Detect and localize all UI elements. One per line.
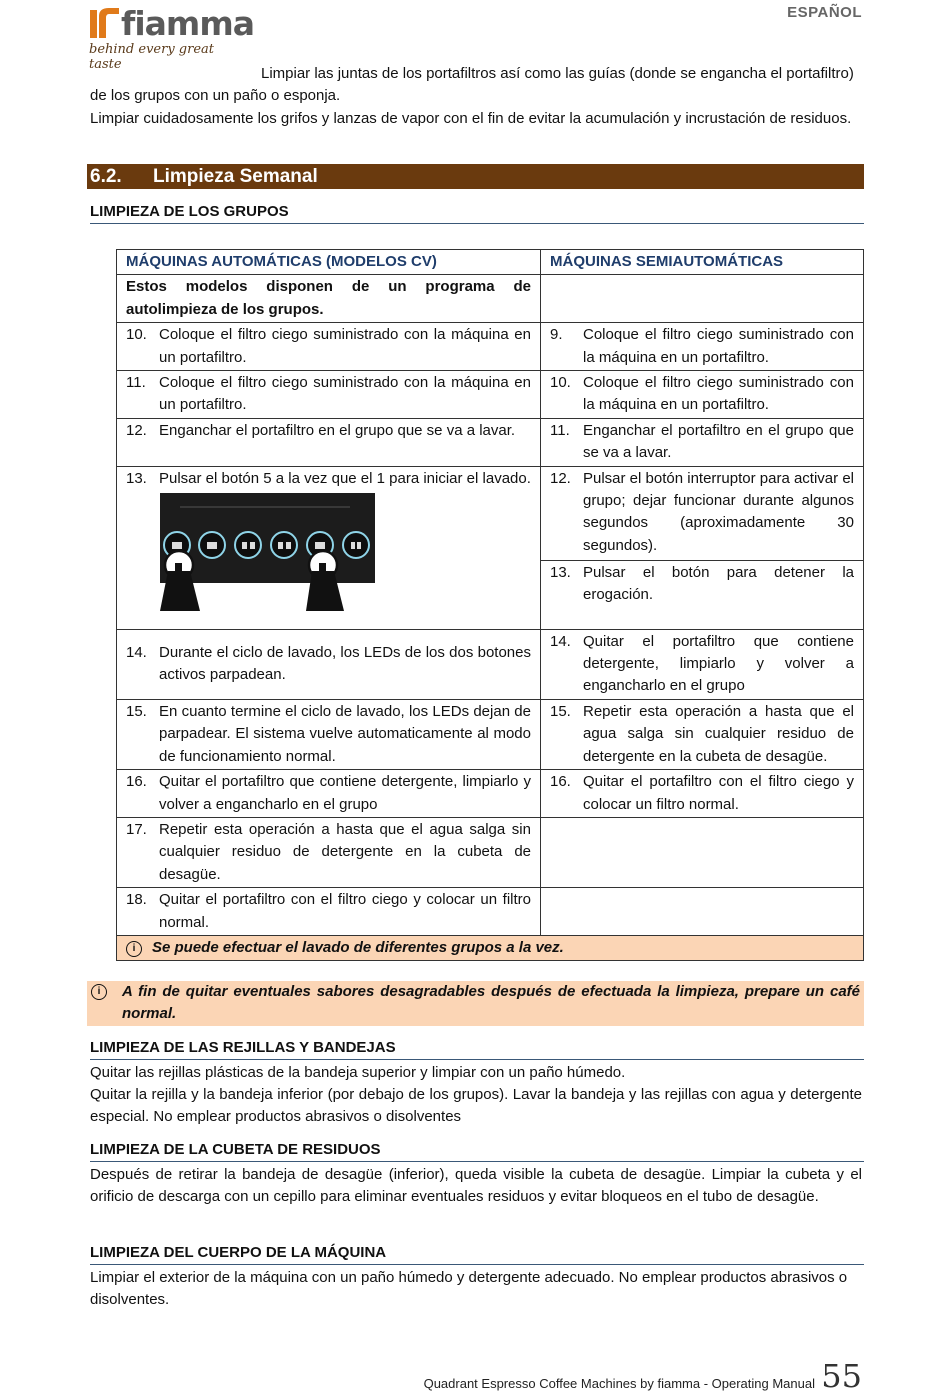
info-icon: i (126, 941, 142, 957)
body-heading: LIMPIEZA DEL CUERPO DE LA MÁQUINA (90, 1244, 864, 1265)
footer-text: Quadrant Espresso Coffee Machines by fiamma - Operating Manual (423, 1376, 815, 1391)
page-number: 55 (821, 1357, 862, 1395)
auto-step: 15. En cuanto termine el ciclo de lavado, los LEDs dejan de parpadear. El sistema vuelve automaticamente al modo de funcionamiento normal. (117, 699, 541, 769)
intro-line-1: Limpiar las juntas de los portafiltros así como las guías (donde se engancha el portafiltro) de los grupos con un paño o esponja. (90, 65, 854, 105)
semi-step: 10. Coloque el filtro ciego suministrado con la máquina en un portafiltro. (541, 371, 864, 419)
auto-step: 17. Repetir esta operación a hasta que el agua salga sin cualquier residuo de detergente en la cubeta de desagüe. (117, 817, 541, 887)
col-automatic-header: MÁQUINAS AUTOMÁTICAS (MODELOS CV) (117, 250, 541, 275)
semi-step: 11. Enganchar el portafiltro en el grupo que se va a lavar. (541, 418, 864, 466)
auto-intro: Estos modelos disponen de un programa de autolimpieza de los grupos. (117, 275, 541, 323)
control-panel-illustration (160, 493, 375, 611)
auto-step: 12. Enganchar el portafiltro en el grupo que se va a lavar. (117, 418, 541, 466)
semi-step: 15. Repetir esta operación a hasta que el agua salga sin cualquier residuo de detergente en la cubeta de desagüe. (541, 699, 864, 769)
semi-step: 12. Pulsar el botón interruptor para activar el grupo; dejar funcionar durante algunos segundos (aproximadamente 30 segundos). (541, 466, 864, 560)
auto-step: 16. Quitar el portafiltro que contiene detergente, limpiarlo y volver a engancharlo en el grupo (117, 770, 541, 818)
logo-wordmark: fiamma (121, 4, 254, 43)
table-note: i Se puede efectuar el lavado de diferentes grupos a la vez. (117, 935, 864, 960)
drip-text: Después de retirar la bandeja de desagüe (inferior), queda visible la cubeta de desagüe. Limpiar la cubeta y el orificio de descarga con un cepillo para eliminar eventuales residuos y evitar bloqueos en el tubo de desagüe. (90, 1166, 862, 1206)
grilles-line-1: Quitar las rejillas plásticas de la bandeja superior y limpiar con un paño húmedo. (90, 1064, 626, 1081)
section-title: Limpieza Semanal (153, 166, 318, 187)
info-icon: i (91, 984, 107, 1000)
note-box (87, 981, 864, 1026)
semi-step: 13. Pulsar el botón para detener la erogación. (541, 560, 864, 629)
note-text: A fin de quitar eventuales sabores desagradables después de efectuada la limpieza, prepare un café normal. (122, 983, 860, 1023)
auto-step: 10. Coloque el filtro ciego suministrado con la máquina en un portafiltro. (117, 323, 541, 371)
intro-line-2: Limpiar cuidadosamente los grifos y lanzas de vapor con el fin de evitar la acumulación y incrustación de residuos. (90, 110, 852, 127)
body-text: Limpiar el exterior de la máquina con un paño húmedo y detergente adecuado. No emplear productos abrasivos o disolventes. (90, 1269, 848, 1309)
section-header (87, 164, 864, 189)
auto-step: 18. Quitar el portafiltro con el filtro ciego y colocar un filtro normal. (117, 888, 541, 936)
logo-mark-icon (89, 6, 121, 42)
logo-tagline: behind every great taste (89, 42, 214, 72)
auto-step: 13. Pulsar el botón 5 a la vez que el 1 para iniciar el lavado. (117, 466, 541, 629)
fiamma-logo (89, 4, 254, 72)
groups-heading: LIMPIEZA DE LOS GRUPOS (90, 203, 864, 224)
auto-step: 14. Durante el ciclo de lavado, los LEDs de los dos botones activos parpadean. (117, 629, 541, 699)
language-label: ESPAÑOL (787, 4, 862, 21)
grilles-line-2: Quitar la rejilla y la bandeja inferior (por debajo de los grupos). Lavar la bandeja y las rejillas con agua y detergente especial. No emplear productos abrasivos o disolventes (90, 1086, 862, 1126)
auto-step: 11. Coloque el filtro ciego suministrado con la máquina en un portafiltro. (117, 371, 541, 419)
groups-cleaning-table (116, 249, 864, 961)
semi-step: 14. Quitar el portafiltro que contiene detergente, limpiarlo y volver a engancharlo en el grupo (541, 629, 864, 699)
grilles-heading: LIMPIEZA DE LAS REJILLAS Y BANDEJAS (90, 1039, 864, 1060)
semi-step: 9. Coloque el filtro ciego suministrado con la máquina en un portafiltro. (541, 323, 864, 371)
section-number: 6.2. (90, 166, 122, 187)
semi-step: 16. Quitar el portafiltro con el filtro ciego y colocar un filtro normal. (541, 770, 864, 818)
col-semiautomatic-header: MÁQUINAS SEMIAUTOMÁTICAS (541, 250, 864, 275)
drip-heading: LIMPIEZA DE LA CUBETA DE RESIDUOS (90, 1141, 864, 1162)
